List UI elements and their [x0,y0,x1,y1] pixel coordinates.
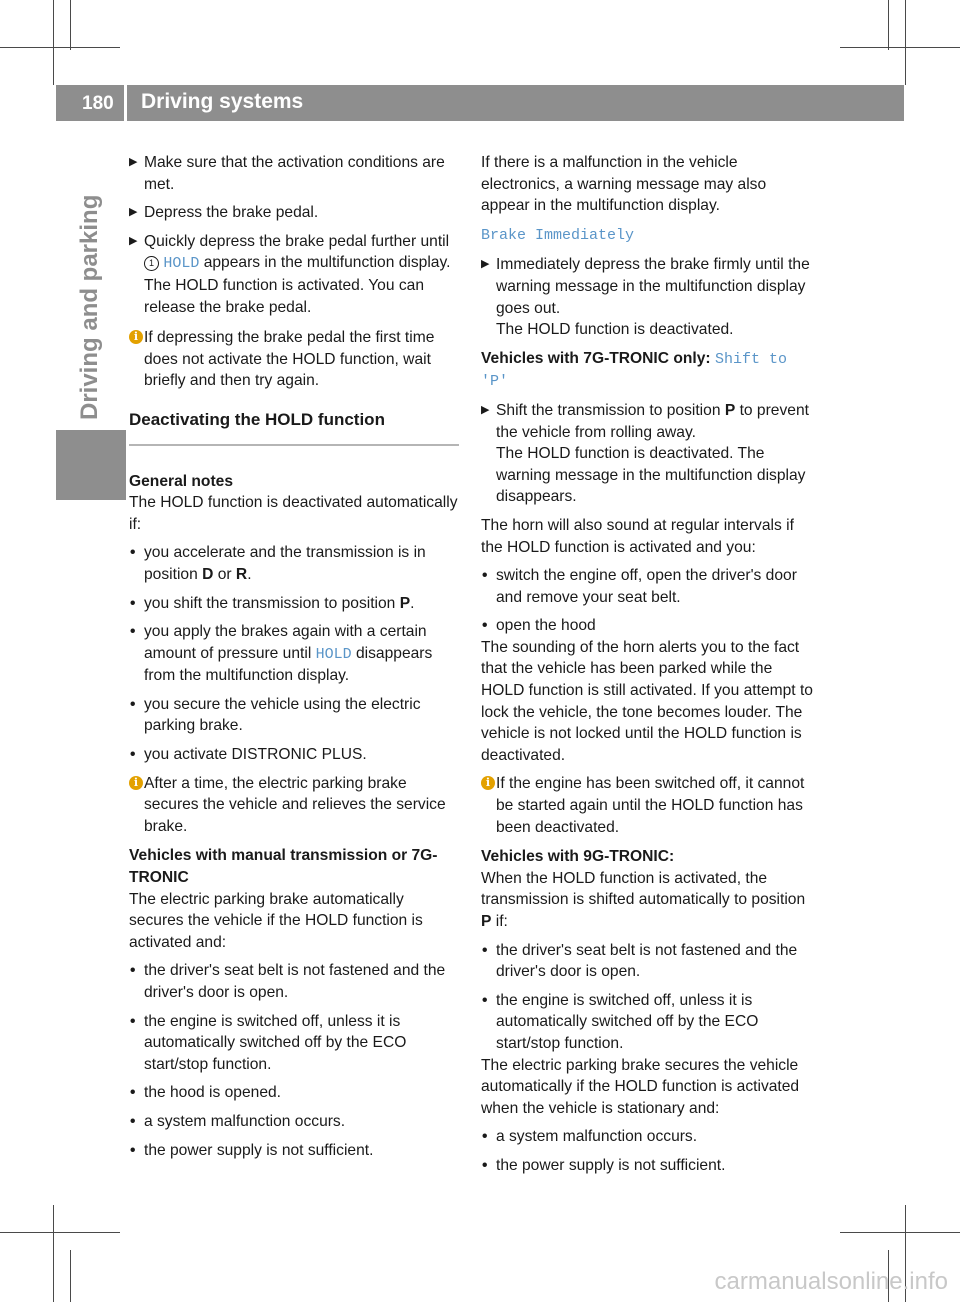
paragraph: The horn will also sound at regular intervals if the HOLD function is activated and you: [481,516,794,556]
bullet-icon: • [130,962,136,980]
step-item: ▶ Shift the transmission to position P to prevent the vehicle from rolling away. The HOLD function is deactivated. The warning message in the multifunction display disappears. [481,401,809,506]
bullet-icon: • [130,594,136,612]
list-item: • the engine is switched off, unless it is automatically switched off by the ECO start/stop function. [130,1012,407,1073]
bullet-icon: • [482,567,488,585]
page-title: Driving systems [141,90,304,113]
paragraph: The electric parking brake secures the vehicle automatically if the HOLD function is activated when the vehicle is stationary and: [481,1056,800,1117]
bullet-icon: • [130,1084,136,1102]
list-item: • a system malfunction occurs. [481,1126,813,1148]
list-item: • the power supply is not sufficient. [129,1140,459,1162]
list-item: • the driver's seat belt is not fastened and the driver's door is open. [482,941,798,981]
step-item: ▶ Quickly depress the brake pedal further until 1 HOLD appears in the multifunction display. The HOLD function is activated. You can release the brake pedal. [129,232,451,316]
list-item: • the engine is switched off, unless it is automatically switched off by the ECO start/stop function. [482,991,759,1052]
side-tab-label: Driving and parking [76,194,103,420]
paragraph: If there is a malfunction in the vehicle electronics, a warning message may also appear in the multifunction display. [481,154,767,215]
list-item: • you accelerate and the transmission is in position D or R. [130,544,426,583]
step-arrow-icon: ▶ [129,206,138,219]
step-item: ▶ Depress the brake pedal. [129,202,459,224]
step-item: ▶ Make sure that the activation conditions are met. [129,154,445,193]
bullet-icon: • [482,991,488,1009]
info-icon: i [129,776,143,790]
info-note: i If depressing the brake pedal the first time does not activate the HOLD function, wait briefly and then try again. [129,327,459,392]
step-item: ▶ Immediately depress the brake firmly until the warning message in the multifunction display goes out. The HOLD function is deactivated. [481,256,810,339]
crop-mark [53,1205,54,1302]
step-arrow-icon: ▶ [481,258,490,271]
bullet-icon: • [130,746,136,764]
paragraph: The electric parking brake automatically secures the vehicle if the HOLD function is activated and: [129,890,423,951]
crop-mark [70,1250,71,1302]
info-icon: i [129,330,143,344]
bullet-icon: • [482,1156,488,1174]
bullet-icon: • [130,695,136,713]
paragraph: The sounding of the horn alerts you to the fact that the vehicle has been parked while the HOLD function is still activated. If you attempt to lock the vehicle, the tone becomes louder. The vehicle is not locked until the HOLD function is deactivated. [481,638,813,764]
step-arrow-icon: ▶ [129,234,138,247]
info-note: i After a time, the electric parking brake secures the vehicle and relieves the service brake. [129,773,459,838]
bullet-icon: • [482,941,488,959]
subheading: General notes [129,472,233,490]
list-item: • you apply the brakes again with a certain amount of pressure until HOLD disappears from the multifunction display. [130,623,433,685]
paragraph: When the HOLD function is activated, the transmission is shifted automatically to position P if: [481,869,806,930]
bullet-icon: • [130,1012,136,1030]
list-item: • a system malfunction occurs. [129,1111,459,1133]
crop-mark [0,1232,120,1233]
crop-mark [840,47,960,48]
bullet-icon: • [482,1128,488,1146]
side-tab-marker [56,430,126,500]
bullet-icon: • [130,1112,136,1130]
list-item: • you activate DISTRONIC PLUS. [129,744,459,766]
list-item: • you shift the transmission to position P. [129,593,459,615]
paragraph: The HOLD function is deactivated automatically if: [129,494,458,533]
bullet-icon: • [130,544,136,562]
list-item: • the hood is opened. [129,1082,459,1104]
list-item: • open the hood [481,615,813,637]
section-heading: Deactivating the HOLD function [129,409,459,446]
list-item: • you secure the vehicle using the electric parking brake. [130,695,421,735]
crop-mark [888,0,889,50]
info-note: i If the engine has been switched off, it cannot be started again until the HOLD function has been deactivated. [481,773,813,838]
display-message: HOLD [315,645,352,663]
list-item: • the power supply is not sufficient. [481,1155,813,1177]
paragraph: Vehicles with 7G-TRONIC only: Shift to 'P' [481,349,787,391]
bullet-icon: • [130,623,136,641]
crop-mark [53,0,54,85]
left-column [129,152,459,1168]
list-item: • switch the engine off, open the driver's door and remove your seat belt. [482,567,797,606]
subheading: Vehicles with manual transmission or 7G-TRONIC [129,847,438,887]
crop-mark [70,0,71,50]
display-message: Brake Immediately [481,226,635,244]
subheading: Vehicles with 9G-TRONIC: [481,848,675,866]
watermark: carmanualsonline.info [714,1268,948,1295]
callout-number-icon: 1 [144,256,159,271]
step-arrow-icon: ▶ [481,403,490,416]
crop-mark [905,0,906,85]
bullet-icon: • [482,617,488,635]
bullet-icon: • [130,1141,136,1159]
info-icon: i [481,776,495,790]
right-column [481,152,813,1184]
header-divider [124,55,127,121]
page-number: 180 [82,93,114,114]
display-message: Shift to 'P' [481,350,787,391]
list-item: • the driver's seat belt is not fastened and the driver's door is open. [130,962,446,1001]
crop-mark [840,1232,960,1233]
step-arrow-icon: ▶ [129,156,138,168]
display-message: HOLD [163,255,200,273]
